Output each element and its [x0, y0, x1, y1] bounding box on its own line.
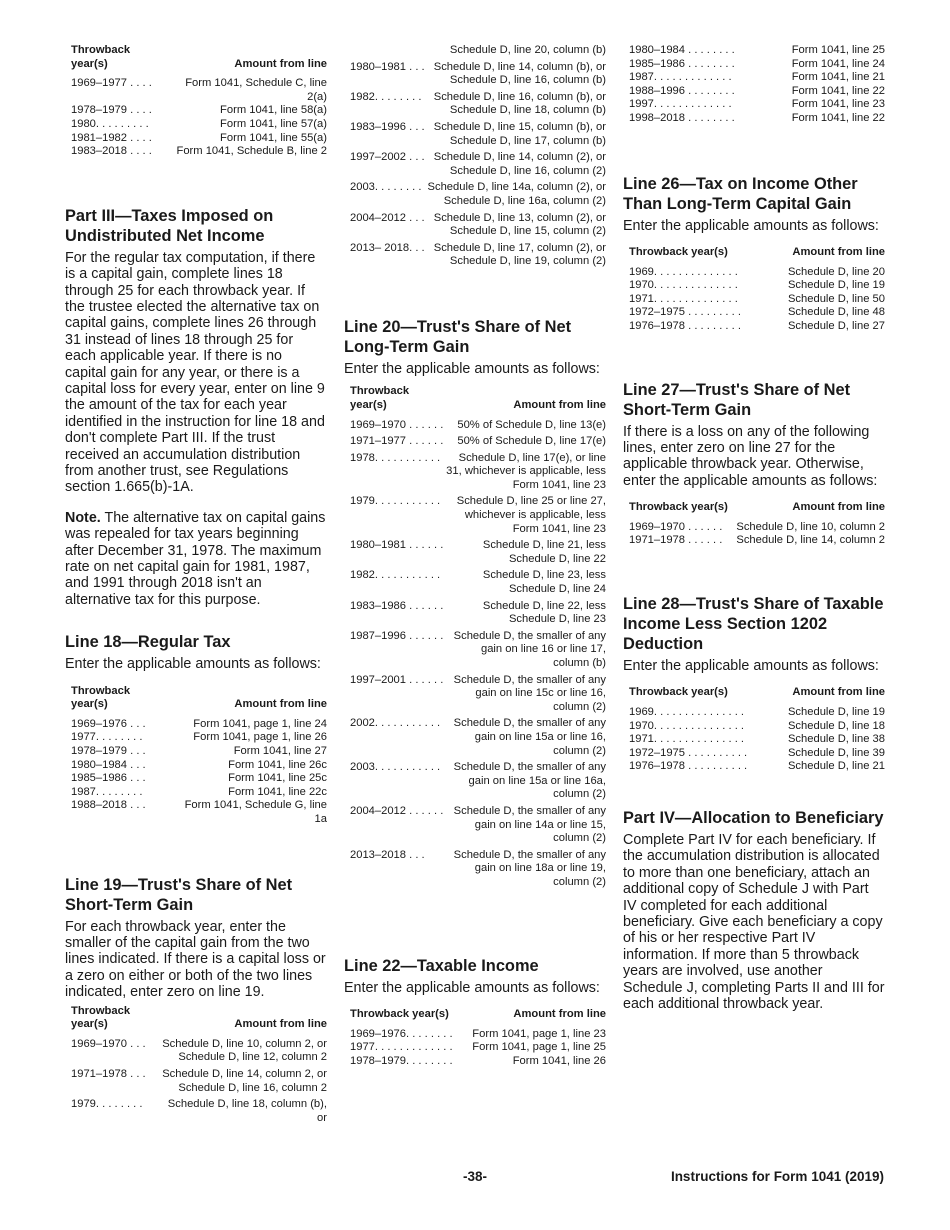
row-amount: Schedule D, line 17(e), or line 31, whichever is applicable, less Form 1041, line 23: [446, 451, 606, 491]
col-head-amount: Amount from line: [234, 1018, 327, 1031]
row-amount: Schedule D, line 19: [787, 705, 885, 718]
row-year: 2004–2012 . . . . . .: [350, 804, 444, 817]
table-row: [623, 71, 885, 85]
row-amount: Form 1041, Schedule B, line 2: [176, 145, 327, 158]
row-year: 1978–1979 . . . .: [71, 104, 152, 117]
table-row: [344, 758, 606, 802]
table-row: [65, 718, 327, 732]
line20-heading: Line 20—Trust's Share of Net Long-Term Gain: [344, 317, 572, 356]
line26-heading: Line 26—Tax on Income Other Than Long-Term Capital Gain: [623, 174, 858, 213]
row-amount: Schedule D, the smaller of any gain on line 15a or line 16a, column (2): [453, 761, 606, 801]
row-amount: Schedule D, line 14, column (2), or Schedule D, line 16, column (2): [433, 151, 606, 177]
row-year: 1971–1977 . . . . . .: [350, 435, 444, 448]
row-amount: Schedule D, line 13, column (2), or Schedule D, line 15, column (2): [433, 211, 606, 238]
row-amount: Form 1041, line 22: [791, 111, 885, 124]
row-amount: Form 1041, line 26c: [228, 758, 327, 771]
col-head-amount: Amount from line: [792, 501, 885, 514]
row-amount: Form 1041, line 27: [233, 745, 327, 758]
row-year: 1997–2001 . . . . . .: [350, 673, 444, 686]
table-row: [65, 772, 327, 786]
note-label: Note.: [65, 509, 101, 526]
table-row: [344, 44, 606, 58]
row-amount: Form 1041, Schedule C, line 2(a): [185, 77, 327, 103]
row-amount: Form 1041, line 57(a): [220, 117, 327, 130]
line22-intro: Enter the applicable amounts as follows:: [344, 979, 600, 996]
row-amount: Schedule D, line 38: [787, 733, 885, 746]
line22-heading: Line 22—Taxable Income: [344, 956, 539, 975]
table-row: [623, 279, 885, 293]
table-row: [623, 706, 885, 720]
table-row: [344, 419, 606, 433]
table-line19: [65, 1005, 327, 1126]
table-row: [623, 534, 885, 548]
table-row: [65, 786, 327, 800]
row-amount: Schedule D, line 48: [787, 306, 885, 319]
table-row: [623, 320, 885, 334]
table-row: [344, 209, 606, 239]
row-year: 1988–2018 . . .: [71, 799, 146, 812]
col-head-year: Throwback year(s): [71, 1004, 131, 1031]
table-line27: [623, 501, 885, 548]
row-amount: Schedule D, line 10, column 2, or Schedule D, line 12, column 2: [162, 1037, 327, 1064]
table-line18: [65, 685, 327, 827]
table-row: [344, 627, 606, 671]
table-row: [65, 132, 327, 146]
table-line28: [623, 686, 885, 774]
table-row: [65, 145, 327, 159]
row-amount: Form 1041, line 58(a): [220, 104, 327, 117]
table-row: [344, 148, 606, 178]
row-amount: 50% of Schedule D, line 13(e): [457, 418, 606, 431]
column-3: [623, 44, 885, 1012]
row-year: 1970. . . . . . . . . . . . . . .: [629, 719, 745, 732]
row-amount: Schedule D, the smaller of any gain on line 14a or line 15, column (2): [453, 804, 606, 845]
row-amount: Form 1041, page 1, line 26: [193, 731, 327, 744]
table-row: [65, 1038, 327, 1065]
row-year: 2002. . . . . . . . . . .: [350, 717, 441, 730]
row-year: 1982. . . . . . . . . . .: [350, 569, 441, 582]
col-head-year: Throwback year(s): [629, 501, 728, 514]
row-year: 1987. . . . . . . .: [71, 785, 143, 798]
row-year: 1987–1996 . . . . . .: [350, 629, 444, 642]
row-amount: Schedule D, line 20: [787, 265, 885, 278]
row-year: 2003. . . . . . . . . . .: [350, 761, 441, 774]
table-row: [623, 85, 885, 99]
table-row: [344, 178, 606, 208]
row-year: 1980–1984 . . . . . . . .: [629, 44, 735, 56]
row-amount: Schedule D, line 19: [787, 279, 885, 292]
table-line20: [344, 385, 606, 889]
row-amount: Schedule D, line 14, column 2: [736, 534, 885, 547]
table-row: [65, 1095, 327, 1125]
table-row: [344, 1041, 606, 1055]
row-amount: Schedule D, line 39: [787, 746, 885, 759]
table-row: [65, 1065, 327, 1095]
row-amount: Form 1041, line 24: [791, 57, 885, 70]
table-row: [623, 733, 885, 747]
row-year: 1976–1978 . . . . . . . . .: [629, 319, 741, 332]
row-year: 1977. . . . . . . .: [71, 731, 143, 744]
table-row: [344, 1055, 606, 1069]
row-year: 1997. . . . . . . . . . . . .: [629, 98, 732, 111]
row-amount: Schedule D, line 27: [787, 319, 885, 332]
row-year: 1969. . . . . . . . . . . . . .: [629, 265, 738, 278]
row-amount: Schedule D, line 50: [787, 292, 885, 305]
row-year: 1978. . . . . . . . . . .: [350, 451, 441, 464]
table-row: [623, 266, 885, 280]
table-row: [344, 714, 606, 758]
row-year: 1971–1978 . . . . . .: [629, 534, 723, 547]
table-row: [623, 112, 885, 126]
row-year: 1980–1984 . . .: [71, 758, 146, 771]
row-amount: Schedule D, line 23, less Schedule D, line 24: [482, 569, 606, 596]
row-year: 2003. . . . . . . .: [350, 181, 422, 194]
row-year: 1978–1979 . . .: [71, 745, 146, 758]
row-year: 1980. . . . . . . . .: [71, 117, 149, 130]
line27-heading: Line 27—Trust's Share of Net Short-Term Gain: [623, 380, 851, 419]
row-year: 1971–1978 . . .: [71, 1068, 146, 1081]
row-amount: Schedule D, line 14, column 2, or Schedule D, line 16, column 2: [162, 1068, 327, 1094]
col-head-year: Throwback year(s): [350, 385, 410, 411]
column-1: [65, 44, 327, 1125]
row-year: 1988–1996 . . . . . . . .: [629, 84, 735, 97]
line18-heading: Line 18—Regular Tax: [65, 633, 231, 652]
column-2: [344, 44, 606, 1068]
col-head-year: Throwback year(s): [629, 686, 728, 699]
table-row: [623, 747, 885, 761]
table-row: [344, 239, 606, 269]
row-amount: Schedule D, line 14, column (b), or Schedule D, line 16, column (b): [433, 60, 606, 87]
table-row: [344, 802, 606, 846]
table-row: [344, 492, 606, 536]
row-amount: Form 1041, line 23: [791, 98, 885, 111]
row-amount: Schedule D, line 21: [787, 760, 885, 773]
table-row: [344, 118, 606, 148]
row-amount: Form 1041, line 55(a): [220, 131, 327, 144]
table-row: [623, 293, 885, 307]
row-year: [344, 44, 425, 58]
table-row: [344, 449, 606, 493]
row-year: 1987. . . . . . . . . . . . .: [629, 71, 732, 84]
table-line22-continued: [623, 44, 885, 126]
table-row: [344, 597, 606, 627]
row-year: 1997–2002 . . .: [350, 151, 425, 164]
line27-intro: If there is a loss on any of the following lines, enter zero on line 27 for the applicable throwback year. Otherwise, enter the applicable amounts as follows:: [623, 423, 878, 489]
table-row: [344, 1028, 606, 1042]
line28-heading: Line 28—Trust's Share of Taxable Income Less Section 1202 Deduction: [623, 594, 884, 653]
col-head-year: Throwback year(s): [71, 684, 131, 711]
row-amount: Form 1041, line 21: [791, 71, 885, 84]
table-row: [65, 799, 327, 826]
row-year: 1969–1976. . . . . . . .: [350, 1027, 453, 1040]
row-year: 1979. . . . . . . .: [71, 1098, 143, 1111]
row-year: 1983–2018 . . . .: [71, 145, 152, 158]
line20-intro: Enter the applicable amounts as follows:: [344, 360, 600, 377]
row-year: 1969–1977 . . . .: [71, 77, 152, 90]
row-amount: Schedule D, line 20, column (b): [449, 44, 606, 56]
form-title: Instructions for Form 1041 (2019): [670, 1169, 884, 1184]
table-row: [344, 536, 606, 566]
row-year: 1969–1970 . . . . . .: [629, 520, 723, 533]
row-amount: Schedule D, line 25 or line 27, whichever is applicable, less Form 1041, line 23: [456, 495, 606, 535]
table-row: [623, 306, 885, 320]
table-row: [65, 745, 327, 759]
row-amount: Schedule D, line 14a, column (2), or Schedule D, line 16a, column (2): [427, 181, 606, 207]
part3-note: [65, 510, 327, 608]
table-row: [623, 521, 885, 535]
table-row: [65, 731, 327, 745]
row-amount: Schedule D, the smaller of any gain on line 15c or line 16, column (2): [453, 673, 606, 713]
table-row: [623, 720, 885, 734]
row-year: 1969. . . . . . . . . . . . . . .: [629, 705, 745, 718]
row-amount: Form 1041, Schedule G, line 1a: [184, 799, 327, 826]
table-row: [623, 760, 885, 774]
col-head-year: Throwback year(s): [629, 245, 728, 258]
table-row: [623, 98, 885, 112]
row-amount: Schedule D, the smaller of any gain on line 18a or line 19, column (2): [453, 848, 606, 888]
part3-body: For the regular tax computation, if there is a capital gain, complete lines 18 through 25 for each throwback year. If the trustee elected the alternative tax on capital gains, complete lines 26 through 31 instead of lines 18 through 25 for each applicable year. If there is no capital gain for any year, or there is a capital loss for every year, enter on line 9 the amount of the tax for each year identified in the instruction for line 18 and don't complete Part III. If the trust received an accumulation distribution from another trust, see Regulations section 1.665(b)-1A.: [65, 249, 325, 496]
table-row: [344, 846, 606, 890]
row-amount: Form 1041, page 1, line 23: [472, 1027, 606, 1040]
row-year: 1971. . . . . . . . . . . . . . .: [629, 733, 745, 746]
row-year: 1976–1978 . . . . . . . . . .: [629, 760, 748, 773]
row-amount: Form 1041, page 1, line 24: [193, 717, 327, 730]
col-head-amount: Amount from line: [513, 1007, 606, 1020]
col-head-amount: Amount from line: [792, 245, 885, 258]
part4-body: Complete Part IV for each beneficiary. If the accumulation distribution is allocated to more than one beneficiary, attach an additional copy of Schedule J with Part IV completed for each additional beneficiary. Give each beneficiary a copy of his or her respective Part IV information. If more than 5 throwback years are involved, use another Schedule J, completing Parts II and III for each additional throwback year.: [623, 831, 885, 1012]
col-head-amount: Amount from line: [234, 698, 327, 711]
row-year: 1985–1986 . . . . . . . .: [629, 57, 735, 70]
table-row: [344, 566, 606, 596]
row-year: 1981–1982 . . . .: [71, 131, 152, 144]
row-amount: Form 1041, line 25: [791, 44, 885, 56]
table-row: [65, 118, 327, 132]
row-amount: 50% of Schedule D, line 17(e): [457, 435, 606, 448]
row-year: 1983–1996 . . .: [350, 120, 425, 133]
table-row: [344, 432, 606, 449]
row-year: 1983–1986 . . . . . .: [350, 599, 444, 612]
row-year: 1969–1970 . . .: [71, 1037, 146, 1050]
row-year: 1977. . . . . . . . . . . . .: [350, 1041, 453, 1054]
line28-intro: Enter the applicable amounts as follows:: [623, 657, 879, 674]
table-line22: [344, 1008, 606, 1068]
row-year: 1972–1975 . . . . . . . . .: [629, 306, 741, 319]
row-year: 1979. . . . . . . . . . .: [350, 495, 441, 508]
row-amount: Schedule D, line 18: [787, 719, 885, 732]
row-year: 1969–1976 . . .: [71, 717, 146, 730]
row-amount: Schedule D, line 21, less Schedule D, line 22: [482, 539, 606, 565]
table-row: [344, 671, 606, 715]
row-year: 1970. . . . . . . . . . . . . .: [629, 279, 738, 292]
table-line9-years: [65, 44, 327, 159]
row-amount: Schedule D, line 17, column (2), or Schedule D, line 19, column (2): [433, 241, 606, 268]
col-head-amount: Amount from line: [513, 398, 606, 411]
row-amount: Schedule D, line 18, column (b), or: [167, 1098, 327, 1124]
row-amount: Schedule D, line 15, column (b), or Schedule D, line 17, column (b): [433, 120, 606, 147]
row-year: 1972–1975 . . . . . . . . . .: [629, 746, 748, 759]
table-row: [65, 77, 327, 104]
row-year: 2013–2018 . . .: [350, 848, 425, 861]
row-year: 2013– 2018. . .: [350, 241, 425, 254]
row-amount: Form 1041, line 25c: [228, 772, 327, 785]
table-row: [65, 759, 327, 773]
row-year: 1980–1981 . . .: [350, 60, 425, 73]
row-amount: Form 1041, line 22c: [228, 785, 327, 798]
part4-heading: Part IV—Allocation to Beneficiary: [623, 808, 884, 827]
row-amount: Form 1041, line 26: [512, 1054, 606, 1067]
col-head-amount: Amount from line: [792, 686, 885, 699]
row-year: 1985–1986 . . .: [71, 772, 146, 785]
row-amount: Form 1041, page 1, line 25: [472, 1041, 606, 1054]
row-year: 1969–1970 . . . . . .: [350, 418, 444, 431]
row-year: 2004–2012 . . .: [350, 211, 425, 224]
row-year: 1980–1981 . . . . . .: [350, 539, 444, 552]
row-year: 1978–1979. . . . . . . .: [350, 1054, 453, 1067]
line26-intro: Enter the applicable amounts as follows:: [623, 217, 879, 234]
table-line19-continued: [344, 44, 606, 269]
row-year: 1971. . . . . . . . . . . . . .: [629, 292, 738, 305]
row-amount: Schedule D, line 10, column 2: [736, 520, 885, 533]
row-amount: Schedule D, the smaller of any gain on line 15a or line 16, column (2): [453, 717, 606, 757]
row-amount: Form 1041, line 22: [791, 84, 885, 97]
table-row: [623, 58, 885, 72]
page-number: -38-: [462, 1169, 487, 1184]
table-row: [623, 44, 885, 58]
col-head-amount: Amount from line: [234, 57, 327, 70]
row-amount: Schedule D, the smaller of any gain on line 16 or line 17, column (b): [453, 629, 606, 669]
line18-intro: Enter the applicable amounts as follows:: [65, 656, 321, 673]
note-text: The alternative tax on capital gains was repealed for tax years beginning after December 31, 1978. The maximum rate on net capital gain for 1981, 1987, and 1991 through 2018 isn't an alternative tax for this purpose.: [65, 509, 326, 608]
row-year: 1998–2018 . . . . . . . .: [629, 111, 735, 124]
table-row: [65, 104, 327, 118]
table-row: [344, 58, 606, 88]
row-year: 1982. . . . . . . .: [350, 90, 422, 103]
col-head-year: Throwback year(s): [71, 44, 131, 70]
row-amount: Schedule D, line 16, column (b), or Schedule D, line 18, column (b): [433, 90, 606, 117]
table-line26: [623, 246, 885, 334]
part3-heading: Part III—Taxes Imposed on Undistributed Net Income: [65, 206, 274, 245]
col-head-year: Throwback year(s): [350, 1007, 449, 1020]
row-amount: Schedule D, line 22, less Schedule D, line 23: [482, 599, 606, 626]
table-row: [344, 88, 606, 118]
line19-heading: Line 19—Trust's Share of Net Short-Term Gain: [65, 875, 293, 914]
line19-intro: For each throwback year, enter the smaller of the capital gain from the two lines indicated. If there is a capital loss or a zero on either or both of the two lines indicated, enter zero on line 19.: [65, 918, 326, 1001]
